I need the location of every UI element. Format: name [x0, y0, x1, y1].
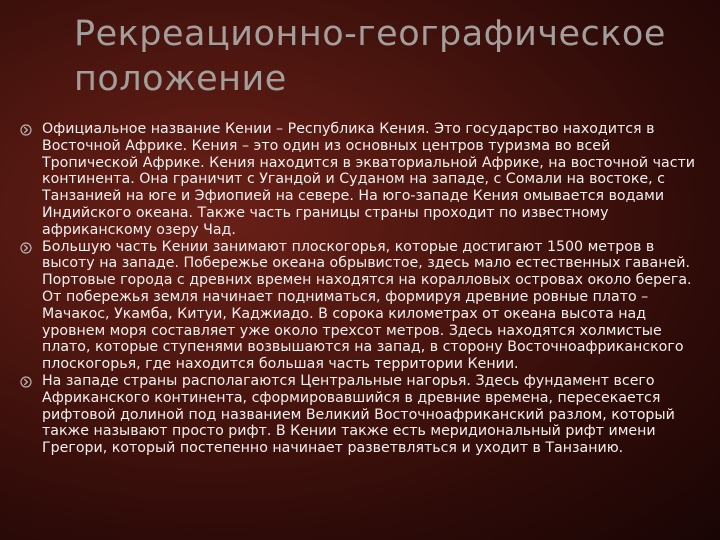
circled-arrow-right-icon [20, 376, 32, 388]
circled-arrow-right-icon [20, 242, 32, 254]
bullet-item [0, 239, 720, 373]
bullet-item [0, 121, 720, 239]
bullet-item [0, 373, 720, 457]
slide-title: Рекреационно-географическое положение [74, 14, 666, 99]
bullet-text: На западе страны располагаются Центральные нагорья. Здесь фундамент всего Африканского континента, сформировавшийся в древние времена, пересекается рифтовой долиной под названием Великий Восточноафриканский разлом, который также называют просто рифт. В Кении также есть меридиональный рифт имени Грегори, который постепенно начинает разветвляться и уходит в Танзанию. [42, 372, 675, 457]
bullet-text: Большую часть Кении занимают плоскогорья, которые достигают 1500 метров в высоту на западе. Побережье океана обрывистое, здесь мало естественных гаваней. Портовые города с древних времен находятся на коралловых островах около берега. От побережья земля начинает подниматься, формируя древние ровные плато – Мачакос, Укамба, Китуи, Каджиадо. В сорока километрах от океана высота над уровнем моря составляет уже около трехсот метров. Здесь находятся холмистые плато, которые ступенями возвышаются на запад, в сторону Восточноафриканского плоскогорья, где находится большая часть территории Кении. [42, 238, 692, 373]
circled-arrow-right-icon [20, 124, 32, 136]
bullet-text: Официальное название Кении – Республика Кения. Это государство находится в Восточной Африке. Кения – это один из основных центров туризма во всей Тропической Африке. Кения находится в экваториальной Африке, на восточной части континента. Она граничит с Угандой и Суданом на западе, с Сомали на востоке, с Танзанией на юге и Эфиопией на севере. На юго-западе Кения омывается водами Индийского океана. Также часть границы страны проходит по известному африканскому озеру Чад. [42, 121, 695, 238]
slide-content [0, 121, 720, 457]
